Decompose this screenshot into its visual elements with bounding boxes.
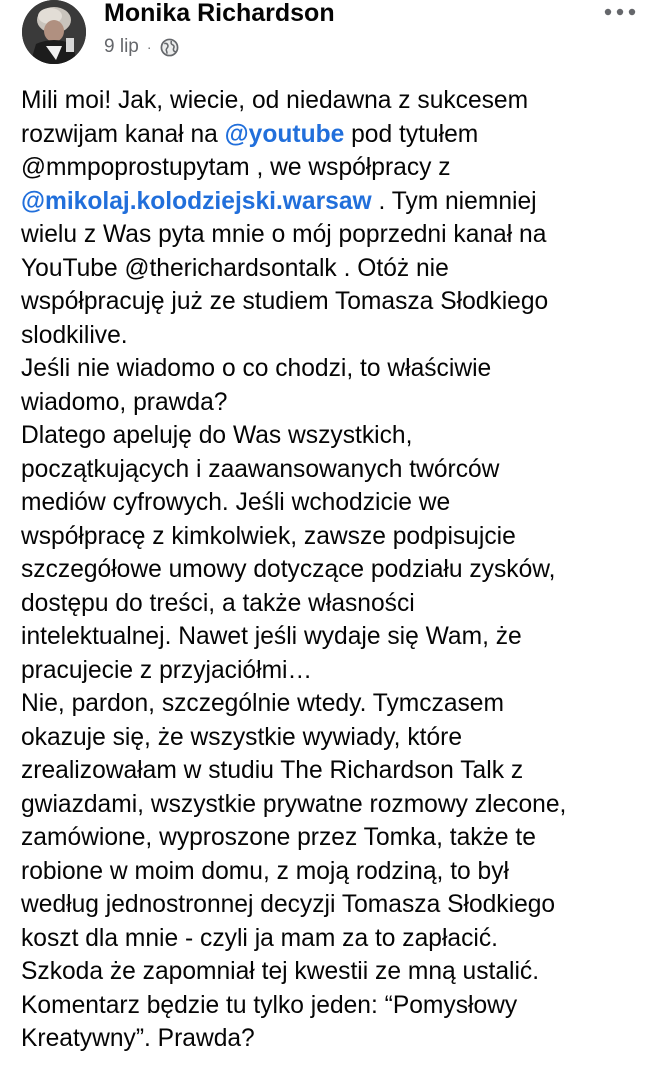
post-date[interactable]: 9 lip (104, 36, 139, 57)
meta-separator: · (146, 39, 152, 55)
post-text-segment: Mili moi! Jak, wiecie, od niedawna z sukcesem rozwijam kanał na (21, 87, 529, 148)
avatar-photo (22, 0, 86, 64)
avatar[interactable] (22, 0, 86, 64)
post-text-segment: . Tym niemniej wielu z Was pyta mnie o mój poprzedni kanał na YouTube @therichardsontalk . Otóż nie współpracuję już ze studiem Tomasza Słodkiego slodkilive. Jeśli nie wiadomo o co chodzi, to właściwie wiadomo, prawda? Dlatego apeluję do Was wszystkich, początkujących i zaawansowanych twórców mediów cyfrowych. Jeśli wchodzicie we współpracę z kimkolwiek, zawsze podpisujcie szczegółowe umowy dotyczące podziału zysków, dostępu do treści, a także własności intelektualnej. Nawet jeśli wydaje się Wam, że pracujecie z przyjaciółmi… Nie, pardon, szczególnie wtedy. Tymczasem okazuje się, że wszystkie wywiady, które zrealizowałam w studiu The Richardson Talk z gwiazdami, wszystkie prywatne rozmowy zlecone, zamówione, wyproszone przez Tomka, także te robione w moim domu, z moją rodziną, to był według jednostronnej decyzji Tomasza Słodkiego koszt dla mnie - czyli ja mam za to zapłacić. Szkoda że zapomniał tej kwestii ze mną ustalić. Komentarz będzie tu tylko jeden: “Pomysłowy Kreatywny”. Prawda? (21, 187, 567, 1052)
author-name[interactable]: Monika Richardson (104, 0, 335, 27)
post-meta (104, 34, 179, 60)
globe-icon[interactable] (160, 38, 179, 57)
more-options-button[interactable] (600, 0, 640, 24)
post-text-segment: pod tytułem @mmpoprostupytam , we współpracy z (21, 120, 479, 181)
mention-link[interactable]: @youtube (224, 120, 345, 148)
post-text (21, 84, 641, 1056)
mention-link[interactable]: @mikolaj.kolodziejski.warsaw (21, 187, 372, 215)
more-horizontal-icon (604, 8, 636, 16)
post-header (0, 0, 655, 72)
